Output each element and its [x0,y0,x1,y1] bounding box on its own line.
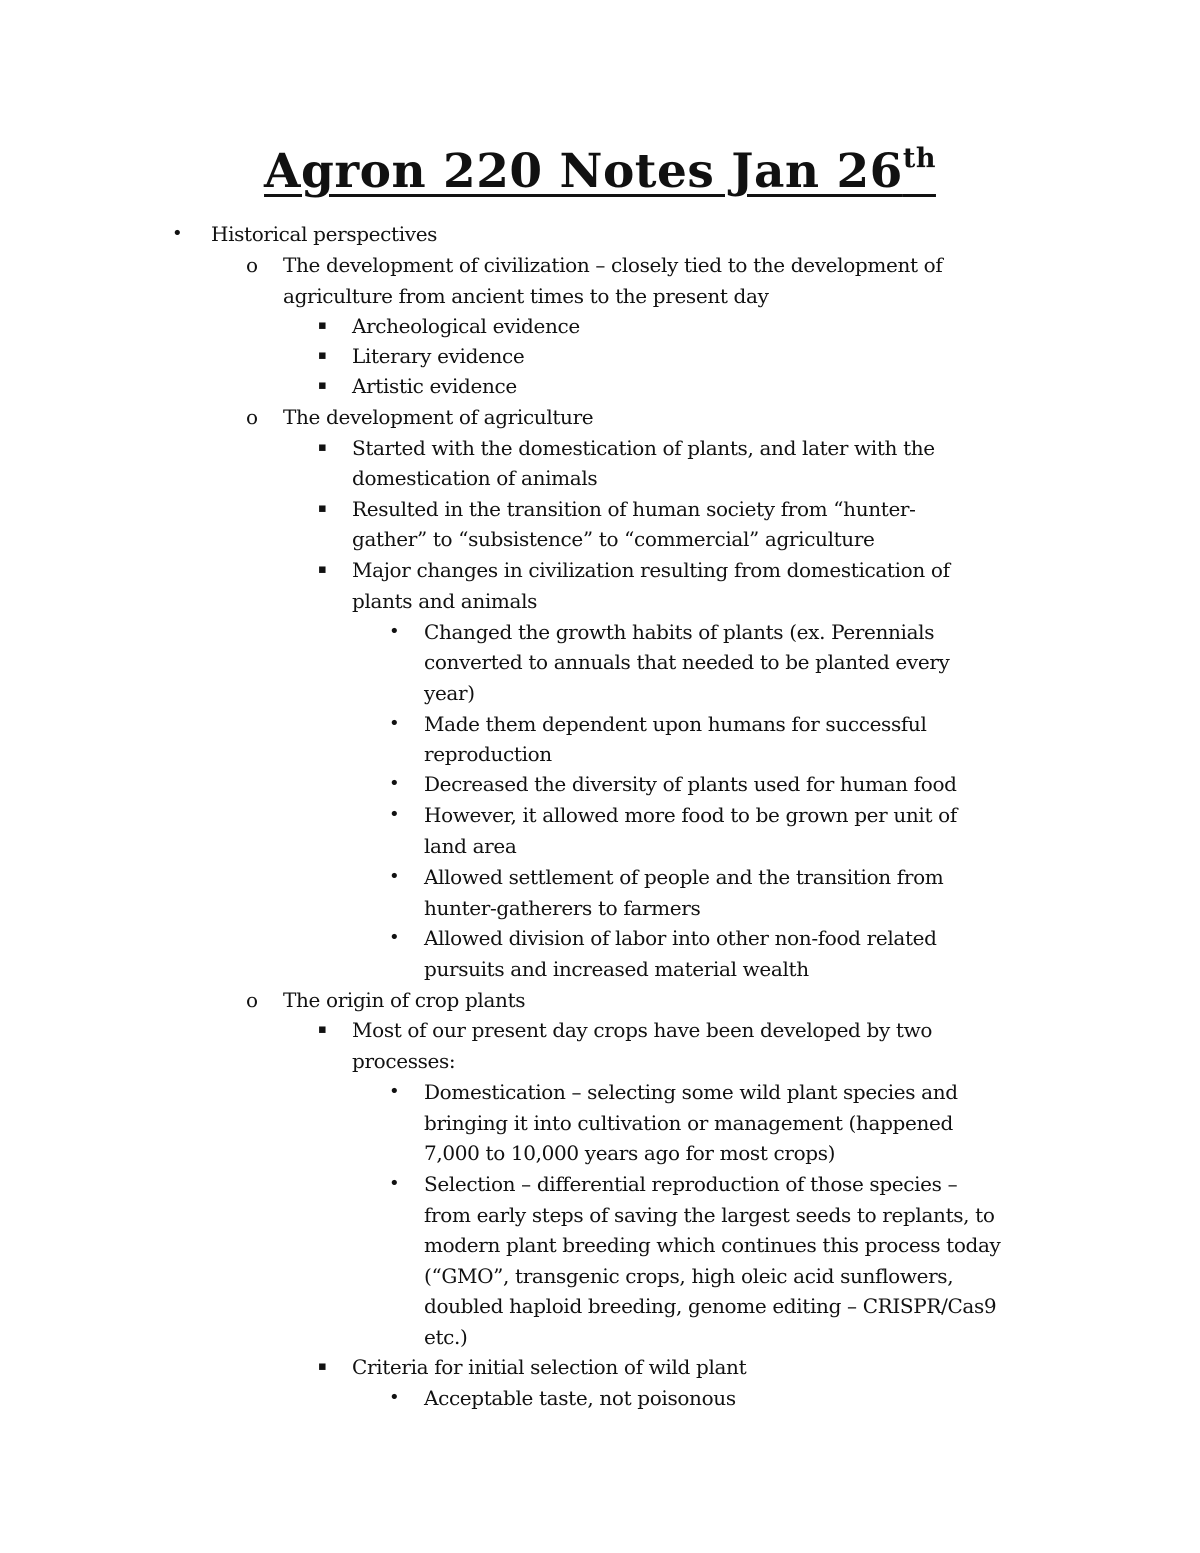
list-item: Most of our present day crops have been developed by two [352,1018,933,1042]
list-item-continuation: pursuits and increased material wealth [424,957,809,981]
list-item: Decreased the diversity of plants used for human food [424,772,957,796]
list-item: Resulted in the transition of human society from “hunter- [352,497,916,521]
square-marker: ▪ [318,1359,327,1374]
bullet-marker: • [389,1387,400,1408]
square-marker: ▪ [318,318,327,333]
bullet-marker: • [389,1173,400,1194]
circle-marker: o [246,405,259,429]
list-item-continuation: etc.) [424,1325,468,1349]
list-item: Changed the growth habits of plants (ex. Perennials [424,620,935,644]
list-item-continuation: converted to annuals that needed to be planted every [424,650,950,674]
list-item-continuation: gather” to “subsistence” to “commercial” agriculture [352,527,875,551]
list-item-continuation: from early steps of saving the largest seeds to replants, to [424,1203,995,1227]
list-item-continuation: (“GMO”, transgenic crops, high oleic acid sunflowers, [424,1264,954,1288]
square-marker: ▪ [318,501,327,516]
list-item: Criteria for initial selection of wild plant [352,1355,747,1379]
list-item: Artistic evidence [352,374,517,398]
list-item-continuation: hunter-gatherers to farmers [424,896,701,920]
circle-marker: o [246,253,259,277]
list-item: The development of civilization – closely tied to the development of [283,253,943,277]
list-item: Major changes in civilization resulting from domestication of [352,558,950,582]
circle-marker: o [246,988,259,1012]
list-item-continuation: bringing it into cultivation or management (happened [424,1111,953,1135]
list-item: The origin of crop plants [283,988,526,1012]
list-item-continuation: doubled haploid breeding, genome editing – CRISPR/Cas9 [424,1294,997,1318]
bullet-marker: • [389,927,400,948]
bullet-marker: • [389,804,400,825]
list-item: Started with the domestication of plants, and later with the [352,436,935,460]
list-item-continuation: processes: [352,1049,456,1073]
list-item-continuation: 7,000 to 10,000 years ago for most crops) [424,1141,836,1165]
list-item: Literary evidence [352,344,525,368]
bullet-marker: • [389,773,400,794]
list-item: Selection – differential reproduction of those species – [424,1172,958,1196]
page-title-text [264,144,936,199]
list-item: Domestication – selecting some wild plant species and [424,1080,958,1104]
list-item-continuation: year) [424,681,475,705]
bullet-marker: • [389,1081,400,1102]
list-item-continuation: domestication of animals [352,466,598,490]
bullet-marker: • [389,713,400,734]
square-marker: ▪ [318,440,327,455]
bullet-marker: • [172,223,183,244]
square-marker: ▪ [318,562,327,577]
page-title [0,140,1200,204]
square-marker: ▪ [318,1022,327,1037]
square-marker: ▪ [318,348,327,363]
list-item-continuation: agriculture from ancient times to the present day [283,284,769,308]
list-item: Allowed division of labor into other non-food related [424,926,937,950]
list-item: Historical perspectives [211,222,438,246]
list-item-continuation: land area [424,834,517,858]
list-item: The development of agriculture [283,405,594,429]
list-item: Acceptable taste, not poisonous [424,1386,736,1410]
square-marker: ▪ [318,378,327,393]
list-item-continuation: modern plant breeding which continues this process today [424,1233,1001,1257]
list-item: However, it allowed more food to be grown per unit of [424,803,957,827]
bullet-marker: • [389,866,400,887]
list-item: Made them dependent upon humans for successful [424,712,927,736]
bullet-marker: • [389,621,400,642]
title-main: Agron 220 Notes Jan 26 [264,144,903,199]
list-item: Allowed settlement of people and the transition from [424,865,944,889]
title-superscript: th [902,143,936,174]
list-item-continuation: reproduction [424,742,552,766]
list-item: Archeological evidence [352,314,580,338]
list-item-continuation: plants and animals [352,589,538,613]
